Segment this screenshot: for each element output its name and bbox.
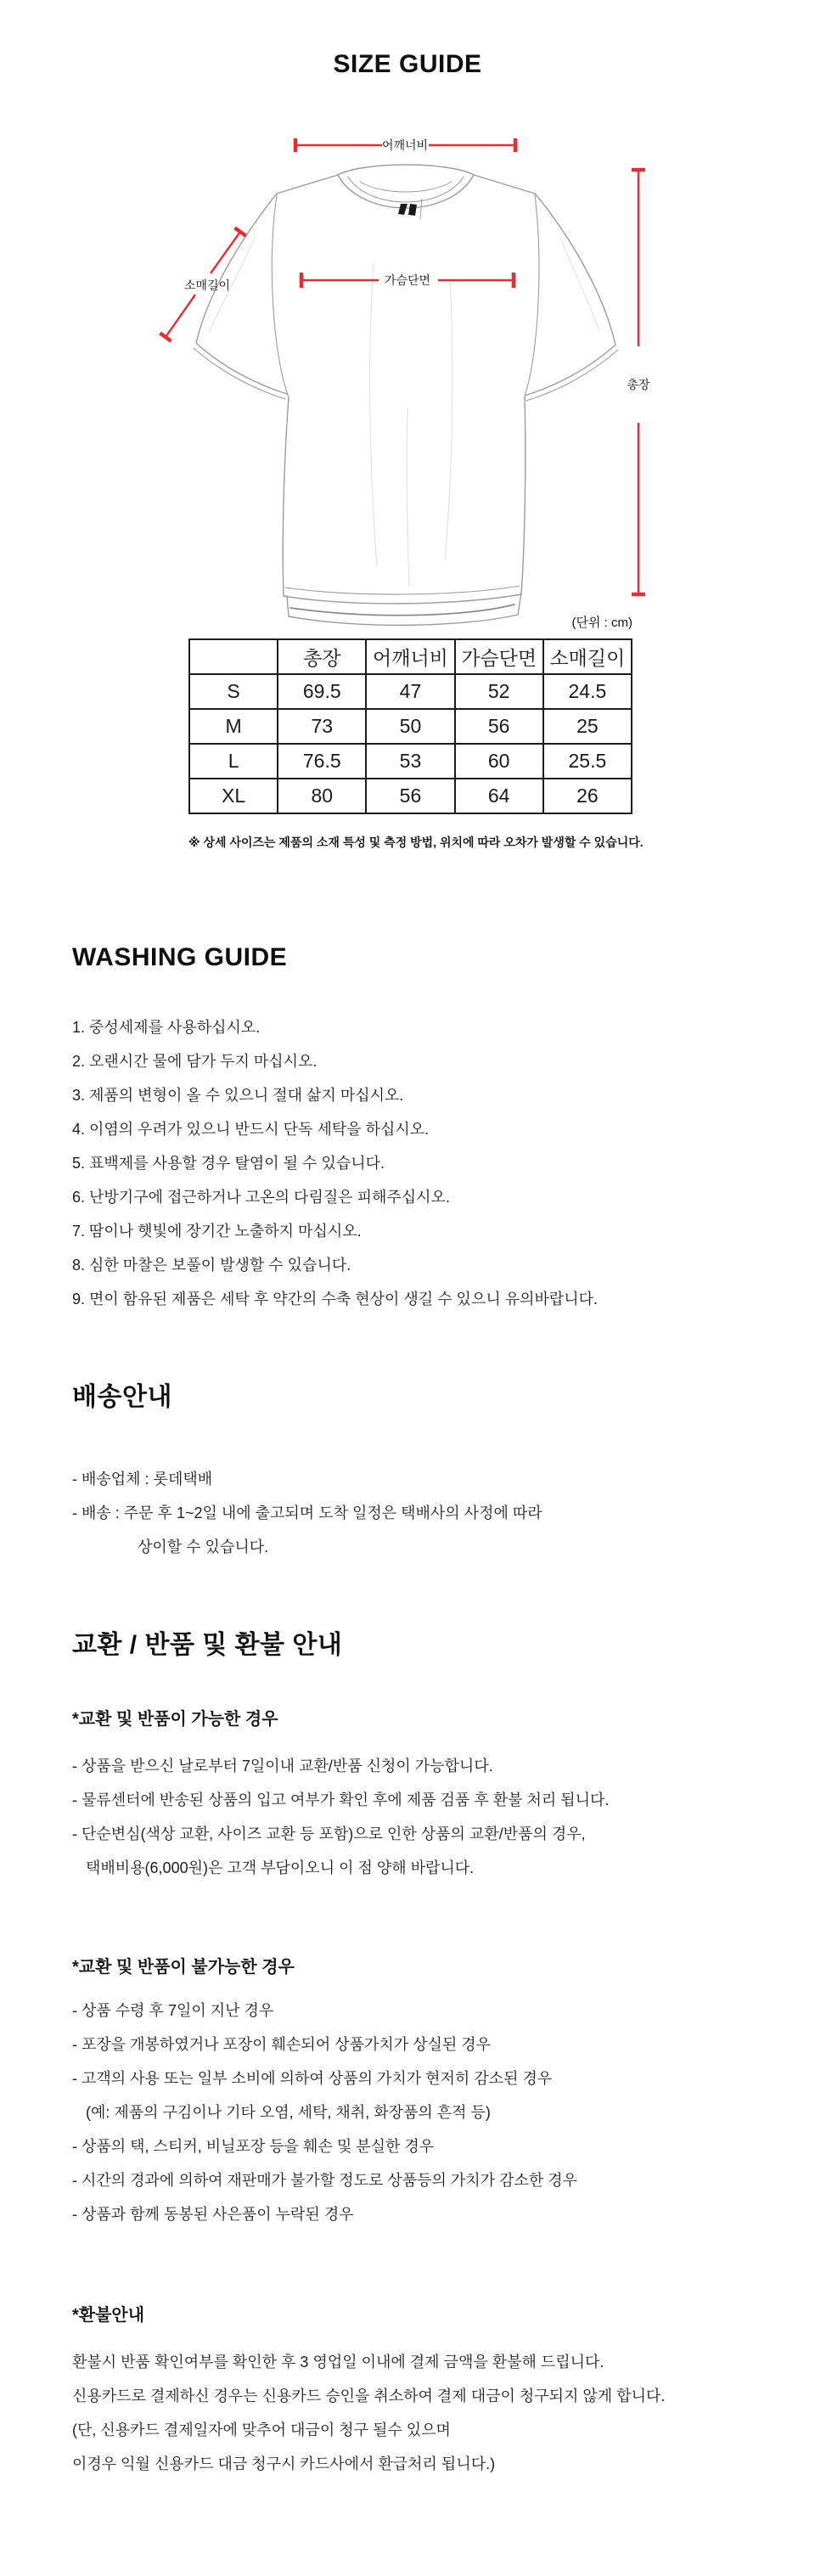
returns-title: 교환 / 반품 및 환불 안내 <box>72 1631 343 1659</box>
page-title: SIZE GUIDE <box>333 50 482 78</box>
cell: 60 <box>455 744 543 779</box>
exchange-impossible-heading: *교환 및 반품이 불가능한 경우 <box>72 1958 295 1977</box>
size-note: ※ 상세 사이즈는 제품의 소재 특성 및 측정 방법, 위치에 따라 오차가 발생할 수 있습니다. <box>188 835 644 849</box>
table-row <box>189 744 632 779</box>
cell: 73 <box>278 709 366 744</box>
list-item: - 포장을 개봉하였거나 포장이 훼손되어 상품가치가 상실된 경우 <box>72 2036 492 2053</box>
washing-item: 8. 심한 마찰은 보풀이 발생할 수 있습니다. <box>72 1257 351 1274</box>
list-item: - 상품을 받으신 날로부터 7일이내 교환/반품 신청이 가능합니다. <box>72 1758 493 1775</box>
cell: 26 <box>543 779 632 813</box>
refund-info-list <box>72 2345 665 2481</box>
total-length-label: 총장 <box>627 378 650 391</box>
washing-item: 3. 제품의 변형이 올 수 있으니 절대 삶지 마십시오. <box>72 1087 404 1104</box>
list-item: - 고객의 사용 또는 일부 소비에 의하여 상품의 가치가 현저히 감소된 경우 <box>72 2070 553 2087</box>
shirt-sketch <box>194 165 618 625</box>
refund-line: 환불시 반품 확인여부를 확인한 후 3 영업일 이내에 결제 금액을 환불해 드립니다. <box>72 2354 604 2371</box>
table-header-row <box>189 639 632 674</box>
shipping-info-list <box>72 1462 542 1564</box>
shipping-item: - 배송 : 주문 후 1~2일 내에 출고되며 도착 일정은 택배사의 사정에 따라 <box>72 1505 542 1521</box>
list-item: - 상품의 택, 스티커, 비닐포장 등을 훼손 및 분실한 경우 <box>72 2138 435 2155</box>
cell: 56 <box>455 709 543 744</box>
list-item-continued: (예: 제품의 구김이나 기타 오염, 세탁, 채취, 화장품의 흔적 등) <box>86 2104 491 2121</box>
size-label: M <box>189 709 278 744</box>
size-diagram <box>0 0 815 679</box>
col-header-length: 총장 <box>278 639 366 674</box>
cell: 50 <box>366 709 454 744</box>
refund-heading: *환불안내 <box>72 2306 145 2325</box>
list-item: - 상품과 함께 동봉된 사은품이 누락된 경우 <box>72 2206 354 2223</box>
exchange-possible-list <box>72 1749 609 1885</box>
col-header-sleeve: 소매길이 <box>543 639 632 674</box>
table-row <box>189 674 632 709</box>
table-row <box>189 779 632 813</box>
washing-item: 9. 면이 함유된 제품은 세탁 후 약간의 수축 현상이 생길 수 있으니 유의바랍니다. <box>72 1291 599 1308</box>
cell: 56 <box>366 779 454 813</box>
washing-item: 1. 중성세제를 사용하십시오. <box>72 1019 261 1036</box>
list-item: - 상품 수령 후 7일이 지난 경우 <box>72 2002 274 2019</box>
col-header-chest: 가슴단면 <box>455 639 543 674</box>
cell: 25 <box>543 709 632 744</box>
size-label: L <box>189 744 278 779</box>
exchange-possible-heading: *교환 및 반품이 가능한 경우 <box>72 1710 278 1729</box>
shipping-item: - 배송업체 : 롯데택배 <box>72 1471 213 1488</box>
washing-item: 4. 이염의 우려가 있으니 반드시 단독 세탁을 하십시오. <box>72 1121 430 1138</box>
cell: 80 <box>278 779 366 813</box>
cell: 52 <box>455 674 543 709</box>
list-item: - 물류센터에 반송된 상품의 입고 여부가 확인 후에 제품 검품 후 환불 처리 됩니다. <box>72 1791 610 1808</box>
cell: 53 <box>366 744 454 779</box>
cell: 25.5 <box>543 744 632 779</box>
size-label: XL <box>189 779 278 813</box>
refund-line: (단, 신용카드 결제일자에 맞추어 대금이 청구 될수 있으며 <box>72 2421 451 2438</box>
size-table <box>188 638 632 814</box>
shipping-item-continued: 상이할 수 있습니다. <box>138 1538 269 1555</box>
list-item-continued: 택배비용(6,000원)은 고객 부담이오니 이 점 양해 바랍니다. <box>86 1859 475 1876</box>
washing-item: 7. 땀이나 햇빛에 장기간 노출하지 마십시오. <box>72 1223 362 1240</box>
col-header-shoulder: 어깨너비 <box>366 639 454 674</box>
chest-width-label: 가슴단면 <box>384 273 431 287</box>
cell: 24.5 <box>543 674 632 709</box>
corner-cell <box>189 639 278 674</box>
size-label: S <box>189 674 278 709</box>
washing-item: 6. 난방기구에 접근하거나 고온의 다림질은 피해주십시오. <box>72 1189 450 1206</box>
unit-label: (단위 : cm) <box>571 616 632 630</box>
cell: 47 <box>366 674 454 709</box>
refund-line: 이경우 익월 신용카드 대금 청구시 카드사에서 환급처리 됩니다.) <box>72 2455 496 2472</box>
cell: 64 <box>455 779 543 813</box>
shoulder-width-label: 어깨너비 <box>381 138 429 152</box>
cell: 76.5 <box>278 744 366 779</box>
shipping-info-title: 배송안내 <box>72 1383 172 1411</box>
washing-guide-title: WASHING GUIDE <box>72 943 288 971</box>
refund-line: 신용카드로 결제하신 경우는 신용카드 승인을 취소하여 결제 대금이 청구되지 않게 합니다. <box>72 2388 666 2404</box>
washing-guide-list <box>72 1010 598 1316</box>
sleeve-length-label: 소매길이 <box>183 278 231 292</box>
washing-item: 2. 오랜시간 물에 담가 두지 마십시오. <box>72 1053 318 1070</box>
list-item: - 시간의 경과에 의하여 재판매가 불가할 정도로 상품등의 가치가 감소한 경우 <box>72 2172 578 2189</box>
exchange-impossible-list <box>72 1994 577 2231</box>
cell: 69.5 <box>278 674 366 709</box>
collar-label-icon <box>398 204 417 216</box>
list-item: - 단순변심(색상 교환, 사이즈 교환 등 포함)으로 인한 상품의 교환/반품의 경우, <box>72 1825 586 1842</box>
table-row <box>189 709 632 744</box>
washing-item: 5. 표백제를 사용할 경우 탈염이 될 수 있습니다. <box>72 1155 385 1172</box>
